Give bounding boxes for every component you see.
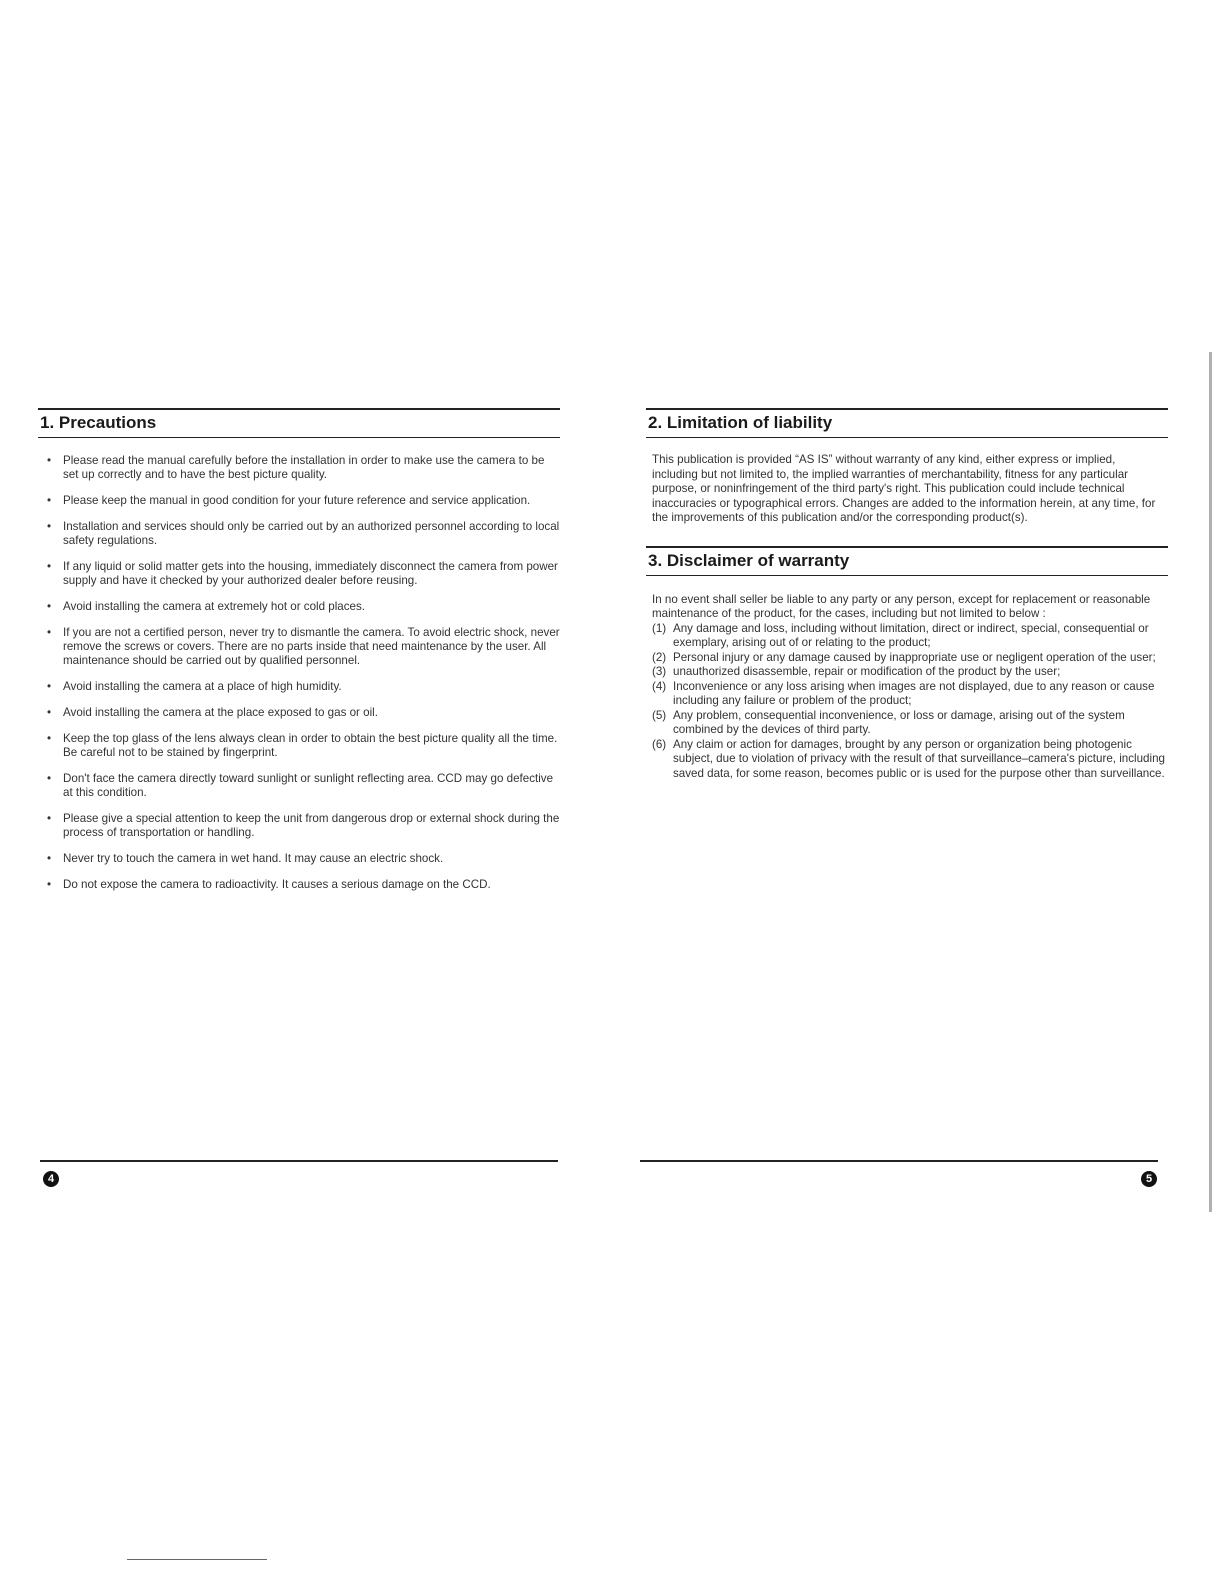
- claim-number: (4): [652, 679, 667, 693]
- disclaimer-intro: In no event shall seller be liable to any party or any person, except for replacement or reasonable maintenance of the product, for the cases, including but not limited to below :: [652, 592, 1151, 620]
- precautions-list: [38, 454, 560, 892]
- claim-text: Personal injury or any damage caused by inappropriate use or negligent operation of the user;: [673, 650, 1156, 664]
- claim-number: (1): [652, 621, 667, 635]
- disclaimer-item: [652, 622, 1168, 651]
- precaution-item: • Please read the manual carefully before the installation in order to make use the camera to be set up correctly and to have the best picture quality.: [46, 454, 560, 482]
- claim-text: Any problem, consequential inconvenience, or loss or damage, arising out of the system combined by the devices of third party.: [673, 708, 1125, 736]
- disclaimer-header: [646, 546, 1168, 576]
- precaution-item: • If any liquid or solid matter gets into the housing, immediately disconnect the camera from power supply and have it checked by your authorized dealer before reusing.: [46, 560, 560, 588]
- right-page: [646, 408, 1168, 781]
- precaution-item: • Avoid installing the camera at a place of high humidity.: [46, 680, 560, 694]
- precaution-item: • Keep the top glass of the lens always clean in order to obtain the best picture quality all the time. Be careful not to be stained by fingerprint.: [46, 732, 560, 760]
- claim-text: unauthorized disassemble, repair or modification of the product by the user;: [673, 665, 1061, 678]
- disclaimer-item: [652, 651, 1168, 666]
- scan-artifact-line: [127, 1559, 267, 1560]
- precaution-item: • Avoid installing the camera at the place exposed to gas or oil.: [46, 706, 560, 720]
- claim-text: Any claim or action for damages, brought by any person or organization being photogenic subject, due to violation of privacy with the result of that surveillance–camera's picture, including saved data, for some reason, becomes public or is used for the purpose other than surveillance.: [673, 737, 1165, 780]
- liability-header: [646, 408, 1168, 438]
- disclaimer-item: [652, 709, 1168, 738]
- precaution-item: • Never try to touch the camera in wet hand. It may cause an electric shock.: [46, 852, 560, 866]
- precaution-item: • Avoid installing the camera at extremely hot or cold places.: [46, 600, 560, 614]
- claim-number: (5): [652, 708, 667, 722]
- disclaimer-item: [652, 680, 1168, 709]
- precaution-item: • Please keep the manual in good condition for your future reference and service application.: [46, 494, 560, 508]
- claim-number: (2): [652, 650, 667, 664]
- disclaimer-list: [646, 622, 1168, 782]
- scan-edge-shadow: [1209, 352, 1212, 1212]
- claim-number: (6): [652, 737, 667, 751]
- precaution-item: • Do not expose the camera to radioactivity. It causes a serious damage on the CCD.: [46, 878, 560, 892]
- left-footer-rule: [40, 1160, 558, 1162]
- left-page: [38, 408, 560, 892]
- right-footer-rule: [640, 1160, 1158, 1162]
- precaution-item: • Please give a special attention to keep the unit from dangerous drop or external shock during the process of transportation or handling.: [46, 812, 560, 840]
- liability-text: This publication is provided “AS IS” without warranty of any kind, either express or implied, including but not limited to, the implied warranties of merchantability, fitness for any particular purpose, or noninfringement of the third party's right. This publication could include technical inaccuracies or typographical errors. Changes are added to the information herein, at any time, for the improvements of this publication and/or the corresponding product(s).: [652, 453, 1156, 524]
- precautions-header: [38, 408, 560, 438]
- claim-text: Any damage and loss, including without limitation, direct or indirect, special, consequential or exemplary, arising out of or relating to the product;: [673, 621, 1149, 649]
- precautions-title: 1. Precautions: [40, 413, 157, 432]
- disclaimer-item: [652, 665, 1168, 680]
- claim-text: Inconvenience or any loss arising when images are not displayed, due to any reason or cause including any failure or problem of the product;: [673, 679, 1155, 707]
- disclaimer-title: 3. Disclaimer of warranty: [648, 550, 850, 570]
- liability-title: 2. Limitation of liability: [648, 413, 833, 432]
- disclaimer-item: [652, 738, 1168, 782]
- precaution-item: • Installation and services should only be carried out by an authorized personnel according to local safety regulations.: [46, 520, 560, 548]
- precaution-item: • If you are not a certified person, never try to dismantle the camera. To avoid electric shock, never remove the screws or covers. There are no parts inside that need maintenance by the user. All maintenance should be carried out by qualified personnel.: [46, 626, 560, 668]
- page-number-badge-right: 5: [1141, 1171, 1157, 1187]
- precaution-item: • Don't face the camera directly toward sunlight or sunlight reflecting area. CCD may go defective at this condition.: [46, 772, 560, 800]
- page-number-badge-left: 4: [43, 1171, 59, 1187]
- claim-number: (3): [652, 665, 667, 678]
